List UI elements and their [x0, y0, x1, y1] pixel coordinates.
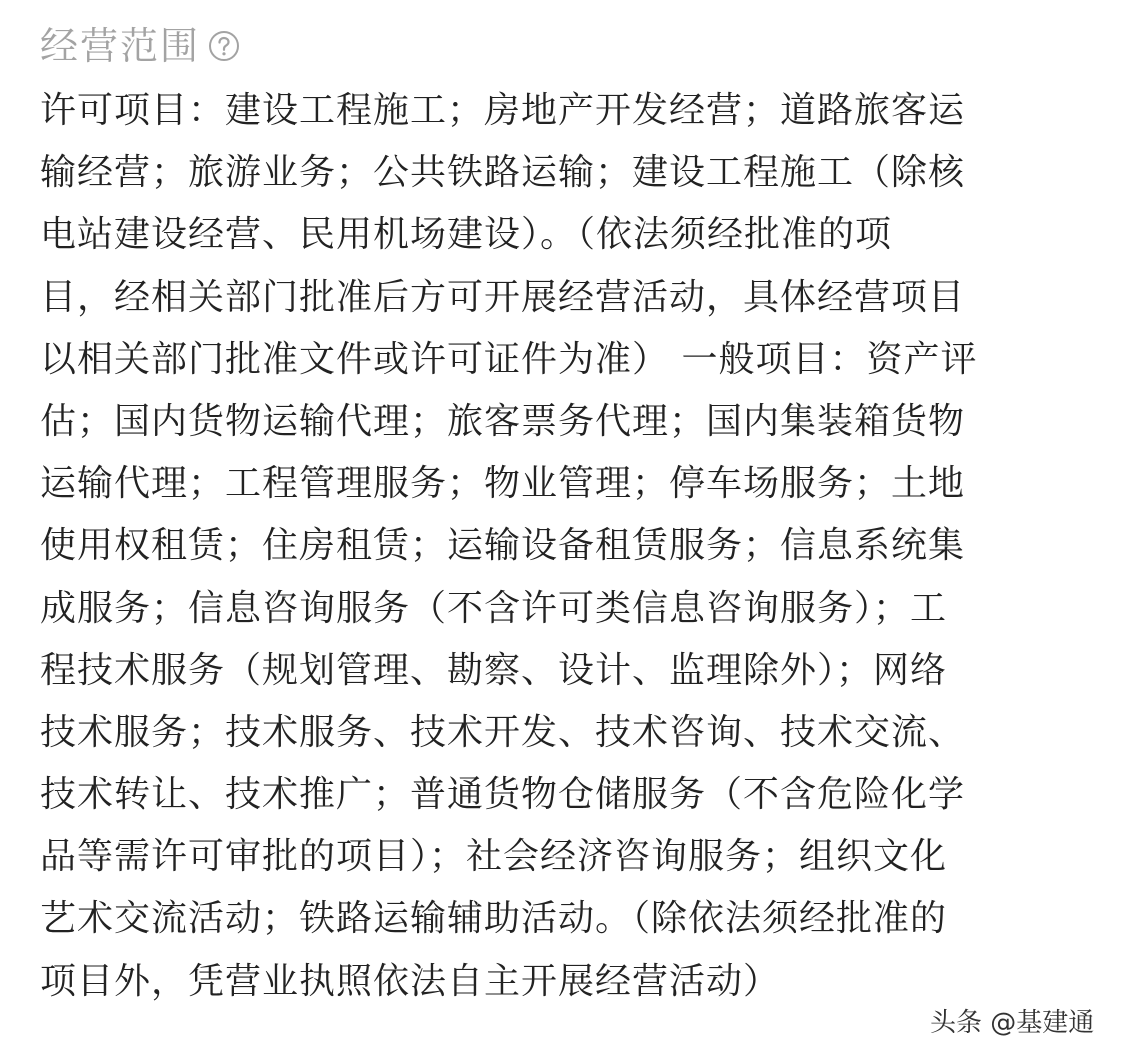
text-line: 项目外，凭营业执照依法自主开展经营活动） — [40, 960, 781, 1002]
section-header — [40, 20, 242, 72]
text-line: 输经营；旅游业务；公共铁路运输；建设工程施工（除核 — [40, 152, 966, 194]
text-line: 以相关部门批准文件或许可证件为准） 一般项目：资产评 — [40, 338, 978, 380]
watermark — [930, 1000, 1094, 1040]
text-line: 许可项目：建设工程施工；房地产开发经营；道路旅客运 — [40, 90, 966, 131]
text-line: 估；国内货物运输代理；旅客票务代理；国内集装箱货物 — [40, 400, 966, 442]
text-line: 使用权租赁；住房租赁；运输设备租赁服务；信息系统集 — [40, 525, 966, 567]
section-title: 经营范围 — [40, 24, 201, 68]
text-line: 目，经相关部门批准后方可开展经营活动，具体经营项目 — [40, 276, 966, 318]
text-line: 运输代理；工程管理服务；物业管理；停车场服务；土地 — [40, 463, 966, 505]
text-line: 电站建设经营、民用机场建设）。（依法须经批准的项 — [40, 214, 893, 256]
text-line: 技术转让、技术推广；普通货物仓储服务（不含危险化学 — [40, 774, 966, 816]
text-line: 品等需许可审批的项目）；社会经济咨询服务；组织文化 — [40, 836, 948, 878]
watermark-text: 头条 @基建通 — [930, 1007, 1095, 1038]
text-line: 成服务；信息咨询服务（不含许可类信息咨询服务）；工 — [40, 587, 948, 629]
question-circle-icon[interactable] — [206, 28, 242, 64]
business-scope-text — [40, 80, 1120, 1013]
text-line: 技术服务；技术服务、技术开发、技术咨询、技术交流、 — [40, 711, 966, 753]
text-line: 艺术交流活动；铁路运输辅助活动。（除依法须经批准的 — [40, 898, 948, 940]
text-line: 程技术服务（规划管理、勘察、设计、监理除外）；网络 — [40, 649, 948, 691]
